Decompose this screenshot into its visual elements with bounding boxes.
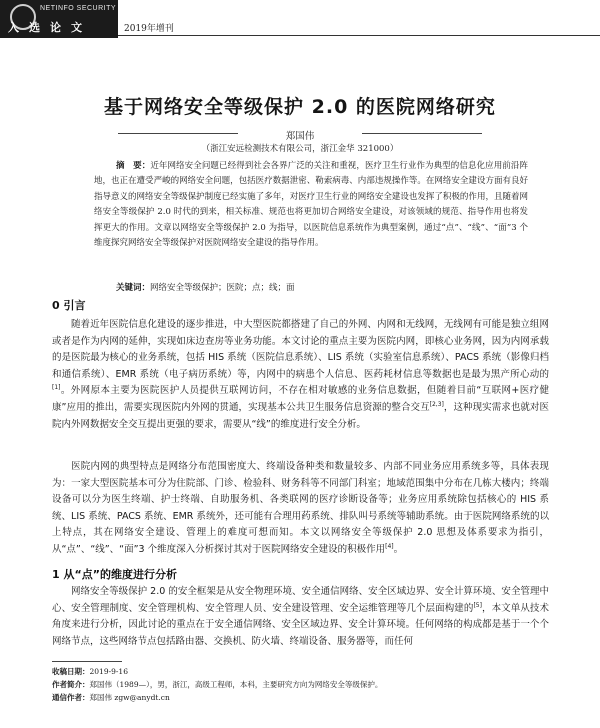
para-text: ，本文单从技术角度来进行分析，因此讨论的重点在于安全通信网络、安全区域边界、安全计算环境。任何网络的构成都是基于一个个网络节点，这些网络节点包括路由器、交换机、防火墙、终端设备、服务器等，而任何 [52, 602, 549, 647]
journal-brand: NETINFO SECURITY [40, 5, 117, 12]
issue-label: 2019年增刊 [124, 24, 174, 34]
abstract-text: 近年网络安全问题已经得到社会各界广泛的关注和重视，医疗卫生行业作为典型的信息化应用前沿阵地，也正在遭受严峻的网络安全问题，包括医疗数据泄密、勒索病毒、内部违规操作等。在网络安全建设方面有良好指导意义的网络安全等级保护制度已经实施了多年，对医疗卫生行业的网络安全建设也发挥了积极的作用，且随着网络安全等级保护 2.0 时代的到来，相关标准、规范也将更加切合网络安全建设，对该领域的规范、指导作用也将发挥更大的作用。文章以网络安全等级保护 2.0 为指导，以医院信息系统作为典型案例，通过“点”、“线”、“面”3 个维度探究网络安全等级保护对医院网络安全建设的指导作用。 [94, 161, 528, 249]
keywords-text: 网络安全等级保护；医院；点；线；面 [150, 283, 295, 293]
section-heading-intro: 0 引言 [52, 299, 86, 312]
para-text: 。外网原本主要为医院医护人员提供互联网访问，不存在相对敏感的业务信息数据，但随着目前“互联网+医疗健康”应用的推出，需要实现医院内外网的贯通，实现基本公共卫生服务信息资源的整合交互 [52, 385, 549, 413]
header-divider [118, 35, 600, 36]
footnote-value: 郑国伟 zgw@anydt.cn [89, 693, 170, 702]
body-paragraph-3 [52, 584, 549, 650]
footnote-label: 收稿日期： [52, 667, 90, 676]
citation: [1] [52, 384, 61, 392]
footnote-divider [52, 661, 122, 662]
abstract [94, 159, 528, 251]
para-text: ，这种现实需求也就对医院内外网数据安全交互提出更强的要求，需要从“线”的维度进行安全分析。 [52, 401, 549, 430]
citation: [5] [473, 601, 482, 609]
para-text: 网络安全等级保护 2.0 的安全框架是从安全物理环境、安全通信网络、安全区域边界、安全计算环境、安全管理中心、安全管理制度、安全管理机构、安全管理人员、安全建设管理、安全运维管理等几个层面构建的 [52, 586, 549, 614]
para-text: 医院内网的典型特点是网络分布范围密度大、终端设备种类和数量较多、内部不同业务应用系统多等，具体表现为：一家大型医院基本可分为住院部、门诊、检验科、财务科等不同部门科室；地域范围集中分布在几栋大楼内；终端设备可以分为医生终端、护士终端、自助服务机、各类联网的医疗诊断设备等；业务应用系统除包括核心的 HIS 系统、LIS 系统、PACS 系统、EMR 系统外，还可能有合理用药系统、排队叫号系统等辅助系统。由于医院网络系统的以上特点，其在网络安全建设、管理上的难度可想而知。本文以网络安全等级保护 2.0 思想及体系要求为指引，从“点”、“线”、“面”3 个维度深入分析探讨其对于医院网络安全建设的积极作用 [52, 461, 549, 555]
author-right-rule [362, 133, 482, 134]
page-header [0, 0, 600, 38]
author-name: 郑国伟 [285, 131, 315, 142]
abstract-label: 摘 要： [116, 161, 151, 171]
para-text: 随着近年医院信息化建设的逐步推进，中大型医院都搭建了自己的外网、内网和无线网，无线网有可能是独立组网或者是作为内网的延伸，实现如床边查房等业务功能。本文讨论的重点主要为医院内网，即核心业务网，因为内网承载的是医院最为核心的业务系统，包括 HIS 系统（医院信息系统）、LIS 系统（实验室信息系统）、PACS 系统（影像归档和通信系统）、EMR 系统（电子病历系统）等，内网中的病患个人信息、医药耗材信息等数据也是最为黑产所心动的 [52, 319, 549, 380]
citation: [4] [385, 542, 394, 550]
footnote-contact [52, 692, 552, 703]
para-text: 。 [393, 543, 404, 555]
footnote-received [52, 666, 552, 677]
body-paragraph-2 [52, 459, 549, 559]
author-affiliation: （浙江安远检测技术有限公司，浙江金华 321000） [201, 144, 399, 154]
keywords [116, 281, 536, 293]
footnote-value: 2019-9-16 [89, 667, 128, 676]
section-heading-point: 1 从“点”的维度进行分析 [52, 568, 177, 581]
journal-brand-bar [0, 0, 118, 38]
footnote-author-bio [52, 679, 552, 690]
citation: [2,3] [429, 400, 444, 408]
paper-title: 基于网络安全等级保护 2.0 的医院网络研究 [104, 96, 496, 118]
keywords-label: 关键词： [116, 283, 151, 293]
column-name: 入选论文 [8, 21, 92, 34]
footnote-label: 作者简介： [52, 680, 90, 689]
body-paragraph-1 [52, 317, 549, 433]
footnote-label: 通信作者： [52, 693, 90, 702]
footnote-value: 郑国伟（1989—），男，浙江，高级工程师，本科，主要研究方向为网络安全等级保护。 [89, 680, 383, 689]
